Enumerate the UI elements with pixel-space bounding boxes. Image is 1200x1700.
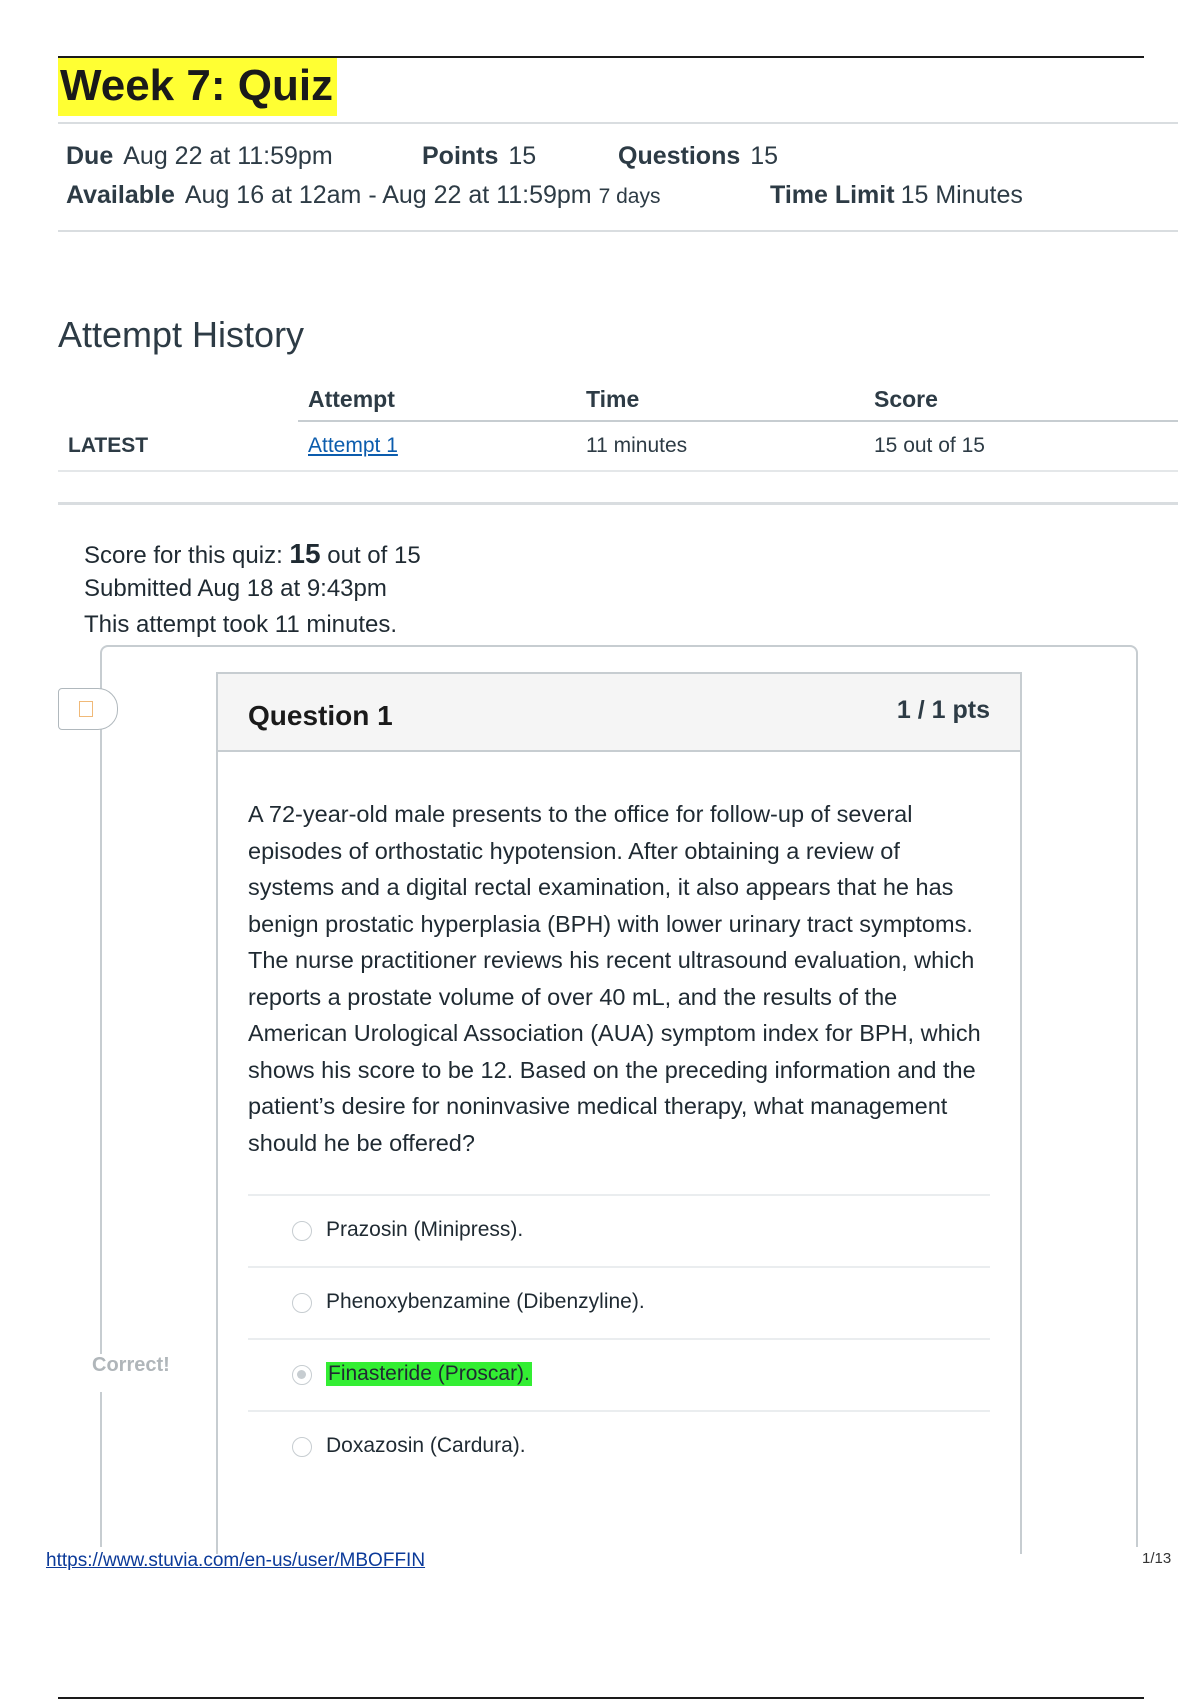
answer-label: Prazosin (Minipress). — [326, 1218, 524, 1241]
answer-option-selected[interactable] — [248, 1338, 990, 1412]
flag-question-button[interactable] — [58, 688, 118, 730]
question-title: Question 1 — [248, 700, 393, 731]
answer-option[interactable] — [248, 1410, 990, 1484]
score-prefix: Score for this quiz: — [84, 542, 283, 569]
points-value: 15 — [508, 142, 537, 170]
score-suffix: out of 15 — [327, 542, 421, 569]
time-limit-value: 15 Minutes — [900, 181, 1023, 209]
bookmark-icon — [79, 701, 93, 717]
section-divider — [58, 502, 1178, 505]
attempt-link[interactable]: Attempt 1 — [308, 434, 398, 457]
column-header-attempt: Attempt — [308, 386, 395, 412]
correct-answer-label: Correct! — [92, 1354, 214, 1392]
available-info — [66, 181, 660, 210]
radio-button-checked[interactable] — [292, 1365, 312, 1385]
attempt-history-title: Attempt History — [58, 314, 305, 355]
table-header-divider — [298, 420, 1178, 422]
answer-label: Phenoxybenzamine (Dibenzyline). — [326, 1290, 645, 1313]
bottom-divider — [58, 1697, 1144, 1699]
column-header-score: Score — [874, 386, 938, 412]
question-card — [216, 672, 1022, 1554]
questions-info — [618, 142, 778, 171]
meta-divider — [58, 230, 1178, 232]
latest-tag: LATEST — [68, 434, 149, 457]
radio-button[interactable] — [292, 1437, 312, 1457]
question-text: A 72-year-old male presents to the office for follow-up of several episodes of orthostatic hypotension. After obtaining a review of systems and a digital rectal examination, it also appears that he has benign prostatic hyperplasia (BPH) with lower urinary tract symptoms. The nurse practitioner reviews his recent ultrasound evaluation, which reports a prostate volume of over 40 mL, and the results of the American Urological Association (AUA) symptom index for BPH, which shows his score to be 12. Based on the preceding information and the patient’s desire for noninvasive medical therapy, what management should he be offered? — [248, 801, 981, 1156]
table-row-divider — [58, 470, 1178, 472]
page-title: Week 7: Quiz — [58, 58, 337, 116]
time-limit-label: Time Limit — [770, 181, 895, 209]
answer-label-correct: Finasteride (Proscar). — [328, 1362, 530, 1385]
due-label: Due — [66, 142, 114, 170]
available-days: 7 days — [598, 185, 661, 208]
answer-label: Doxazosin (Cardura). — [326, 1434, 526, 1457]
points-label: Points — [422, 142, 499, 170]
questions-label: Questions — [618, 142, 741, 170]
header-divider — [58, 122, 1178, 124]
radio-button[interactable] — [292, 1293, 312, 1313]
due-info — [66, 142, 333, 171]
attempt-score: 15 out of 15 — [874, 434, 985, 457]
attempt-time: 11 minutes — [586, 434, 688, 457]
attempt-duration: This attempt took 11 minutes. — [84, 611, 398, 638]
question-points: 1 / 1 pts — [896, 696, 990, 724]
score-value: 15 — [289, 538, 321, 569]
points-info — [422, 142, 536, 171]
radio-button[interactable] — [292, 1221, 312, 1241]
answer-option[interactable] — [248, 1194, 990, 1268]
available-value: Aug 16 at 12am - Aug 22 at 11:59pm — [184, 181, 592, 209]
answer-option[interactable] — [248, 1266, 990, 1340]
submitted-text: Submitted Aug 18 at 9:43pm — [84, 575, 387, 602]
question-header — [218, 674, 1020, 752]
quiz-score — [84, 538, 421, 570]
questions-value: 15 — [750, 142, 779, 170]
available-label: Available — [66, 181, 175, 209]
due-value: Aug 22 at 11:59pm — [123, 142, 333, 170]
footer-url-link[interactable]: https://www.stuvia.com/en-us/user/MBOFFIN — [46, 1550, 426, 1571]
time-limit-info — [770, 181, 1023, 210]
column-header-time: Time — [586, 386, 640, 412]
page-number: 1/13 — [1142, 1550, 1172, 1567]
